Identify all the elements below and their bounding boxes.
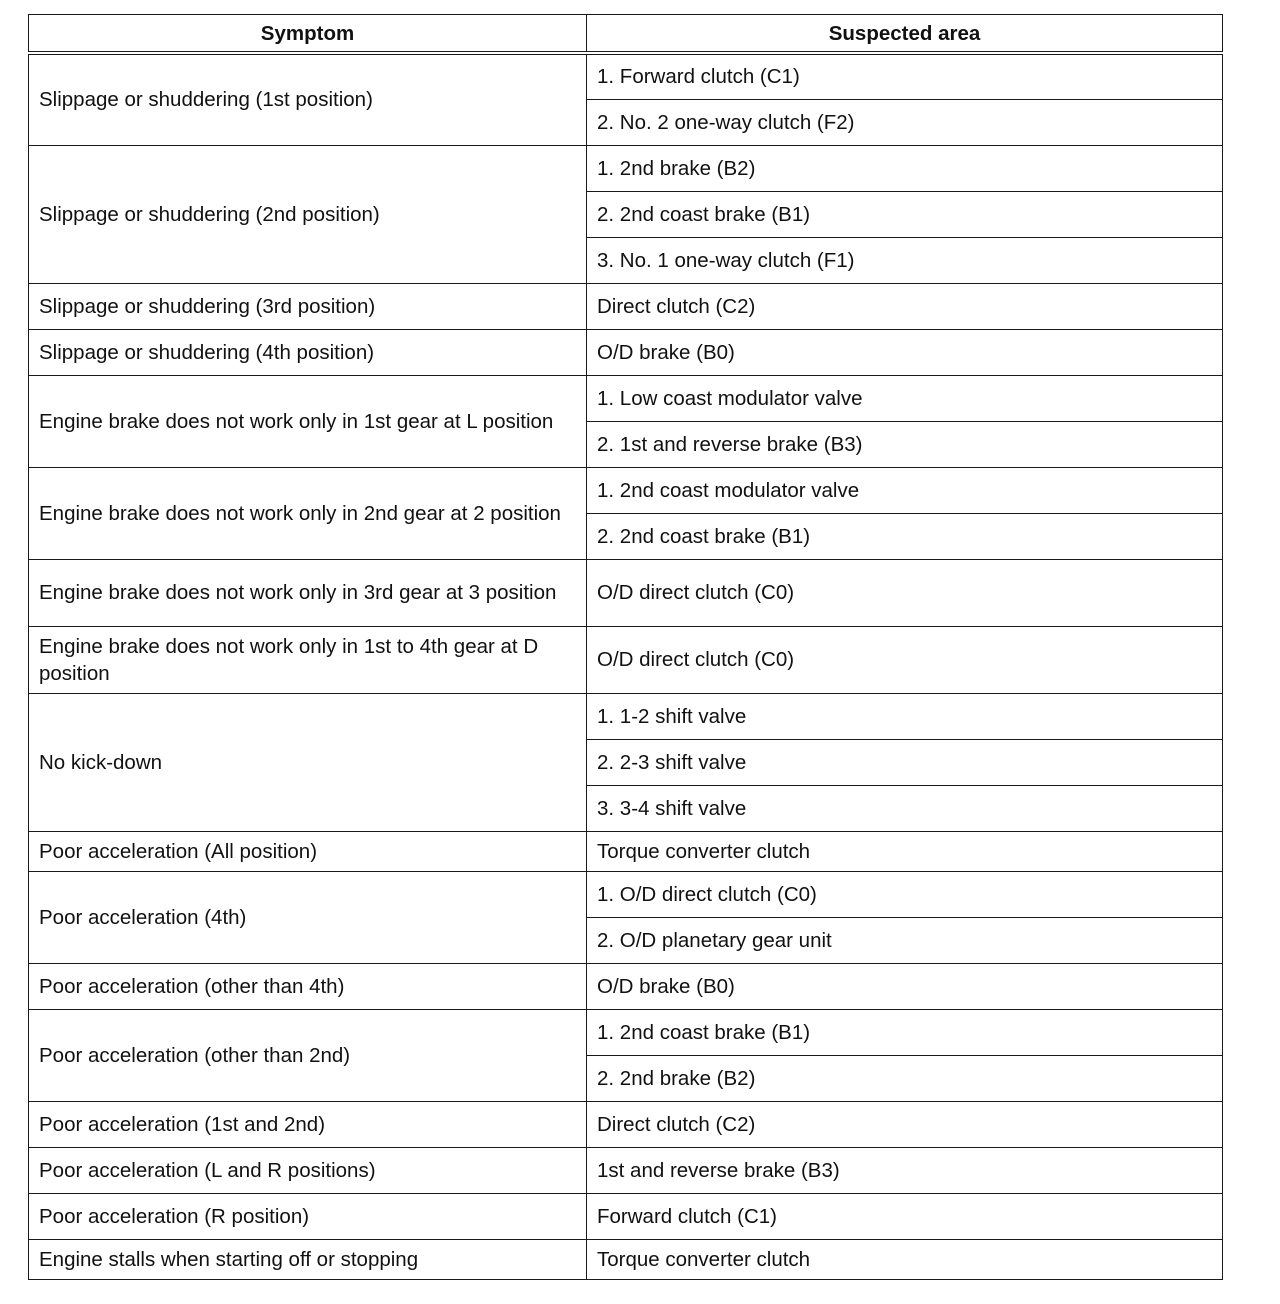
suspected-area-cell: O/D direct clutch (C0) — [587, 626, 1223, 693]
symptom-cell: Slippage or shuddering (1st position) — [29, 53, 587, 145]
symptom-cell: Poor acceleration (L and R positions) — [29, 1147, 587, 1193]
suspected-area-cell: 3. 3-4 shift valve — [587, 785, 1223, 831]
suspected-area-cell: 1. Low coast modulator valve — [587, 375, 1223, 421]
symptom-column-header: Symptom — [29, 15, 587, 54]
symptom-cell: Slippage or shuddering (3rd position) — [29, 283, 587, 329]
table-row — [29, 871, 1223, 917]
table-row — [29, 1009, 1223, 1055]
suspected-area-cell: 1. 2nd coast brake (B1) — [587, 1009, 1223, 1055]
table-row — [29, 963, 1223, 1009]
suspected-area-cell: Torque converter clutch — [587, 831, 1223, 871]
suspected-area-cell: 1. 2nd coast modulator valve — [587, 467, 1223, 513]
table-row — [29, 559, 1223, 626]
table-row — [29, 329, 1223, 375]
table-row — [29, 693, 1223, 739]
suspected-area-cell: 1. O/D direct clutch (C0) — [587, 871, 1223, 917]
suspected-area-cell: Forward clutch (C1) — [587, 1193, 1223, 1239]
suspected-area-cell: 2. O/D planetary gear unit — [587, 917, 1223, 963]
symptom-cell: Engine stalls when starting off or stopping — [29, 1239, 587, 1279]
table-row — [29, 1101, 1223, 1147]
symptom-cell: Poor acceleration (1st and 2nd) — [29, 1101, 587, 1147]
table-row — [29, 145, 1223, 191]
table-row — [29, 1239, 1223, 1279]
suspected-area-cell: 2. 2-3 shift valve — [587, 739, 1223, 785]
symptom-cell: No kick-down — [29, 693, 587, 831]
suspected-area-cell: 2. No. 2 one-way clutch (F2) — [587, 99, 1223, 145]
symptom-cell: Poor acceleration (4th) — [29, 871, 587, 963]
table-row — [29, 283, 1223, 329]
symptom-cell: Slippage or shuddering (4th position) — [29, 329, 587, 375]
suspected-area-cell: O/D brake (B0) — [587, 963, 1223, 1009]
table-row — [29, 831, 1223, 871]
table-body — [29, 53, 1223, 1279]
symptom-cell: Slippage or shuddering (2nd position) — [29, 145, 587, 283]
suspected-area-cell: 3. No. 1 one-way clutch (F1) — [587, 237, 1223, 283]
suspected-area-cell: 2. 1st and reverse brake (B3) — [587, 421, 1223, 467]
table-row — [29, 1193, 1223, 1239]
table-row — [29, 467, 1223, 513]
table-row — [29, 1147, 1223, 1193]
suspected-area-cell: 2. 2nd brake (B2) — [587, 1055, 1223, 1101]
symptom-cell: Poor acceleration (R position) — [29, 1193, 587, 1239]
suspected-area-cell: 1. Forward clutch (C1) — [587, 53, 1223, 99]
symptom-cell: Engine brake does not work only in 3rd gear at 3 position — [29, 559, 587, 626]
table-row — [29, 626, 1223, 693]
suspected-area-column-header: Suspected area — [587, 15, 1223, 54]
symptom-cell: Engine brake does not work only in 2nd gear at 2 position — [29, 467, 587, 559]
suspected-area-cell: Torque converter clutch — [587, 1239, 1223, 1279]
symptom-table — [28, 14, 1223, 1280]
suspected-area-cell: 1. 2nd brake (B2) — [587, 145, 1223, 191]
header-row — [29, 15, 1223, 54]
suspected-area-cell: 1st and reverse brake (B3) — [587, 1147, 1223, 1193]
table-row — [29, 375, 1223, 421]
table-row — [29, 53, 1223, 99]
symptom-cell: Poor acceleration (All position) — [29, 831, 587, 871]
suspected-area-cell: 2. 2nd coast brake (B1) — [587, 191, 1223, 237]
symptom-cell: Poor acceleration (other than 2nd) — [29, 1009, 587, 1101]
suspected-area-cell: O/D brake (B0) — [587, 329, 1223, 375]
symptom-cell: Engine brake does not work only in 1st gear at L position — [29, 375, 587, 467]
suspected-area-cell: 1. 1-2 shift valve — [587, 693, 1223, 739]
suspected-area-cell: 2. 2nd coast brake (B1) — [587, 513, 1223, 559]
symptom-cell: Poor acceleration (other than 4th) — [29, 963, 587, 1009]
suspected-area-cell: Direct clutch (C2) — [587, 1101, 1223, 1147]
suspected-area-cell: Direct clutch (C2) — [587, 283, 1223, 329]
symptom-cell: Engine brake does not work only in 1st to 4th gear at D position — [29, 626, 587, 693]
suspected-area-cell: O/D direct clutch (C0) — [587, 559, 1223, 626]
